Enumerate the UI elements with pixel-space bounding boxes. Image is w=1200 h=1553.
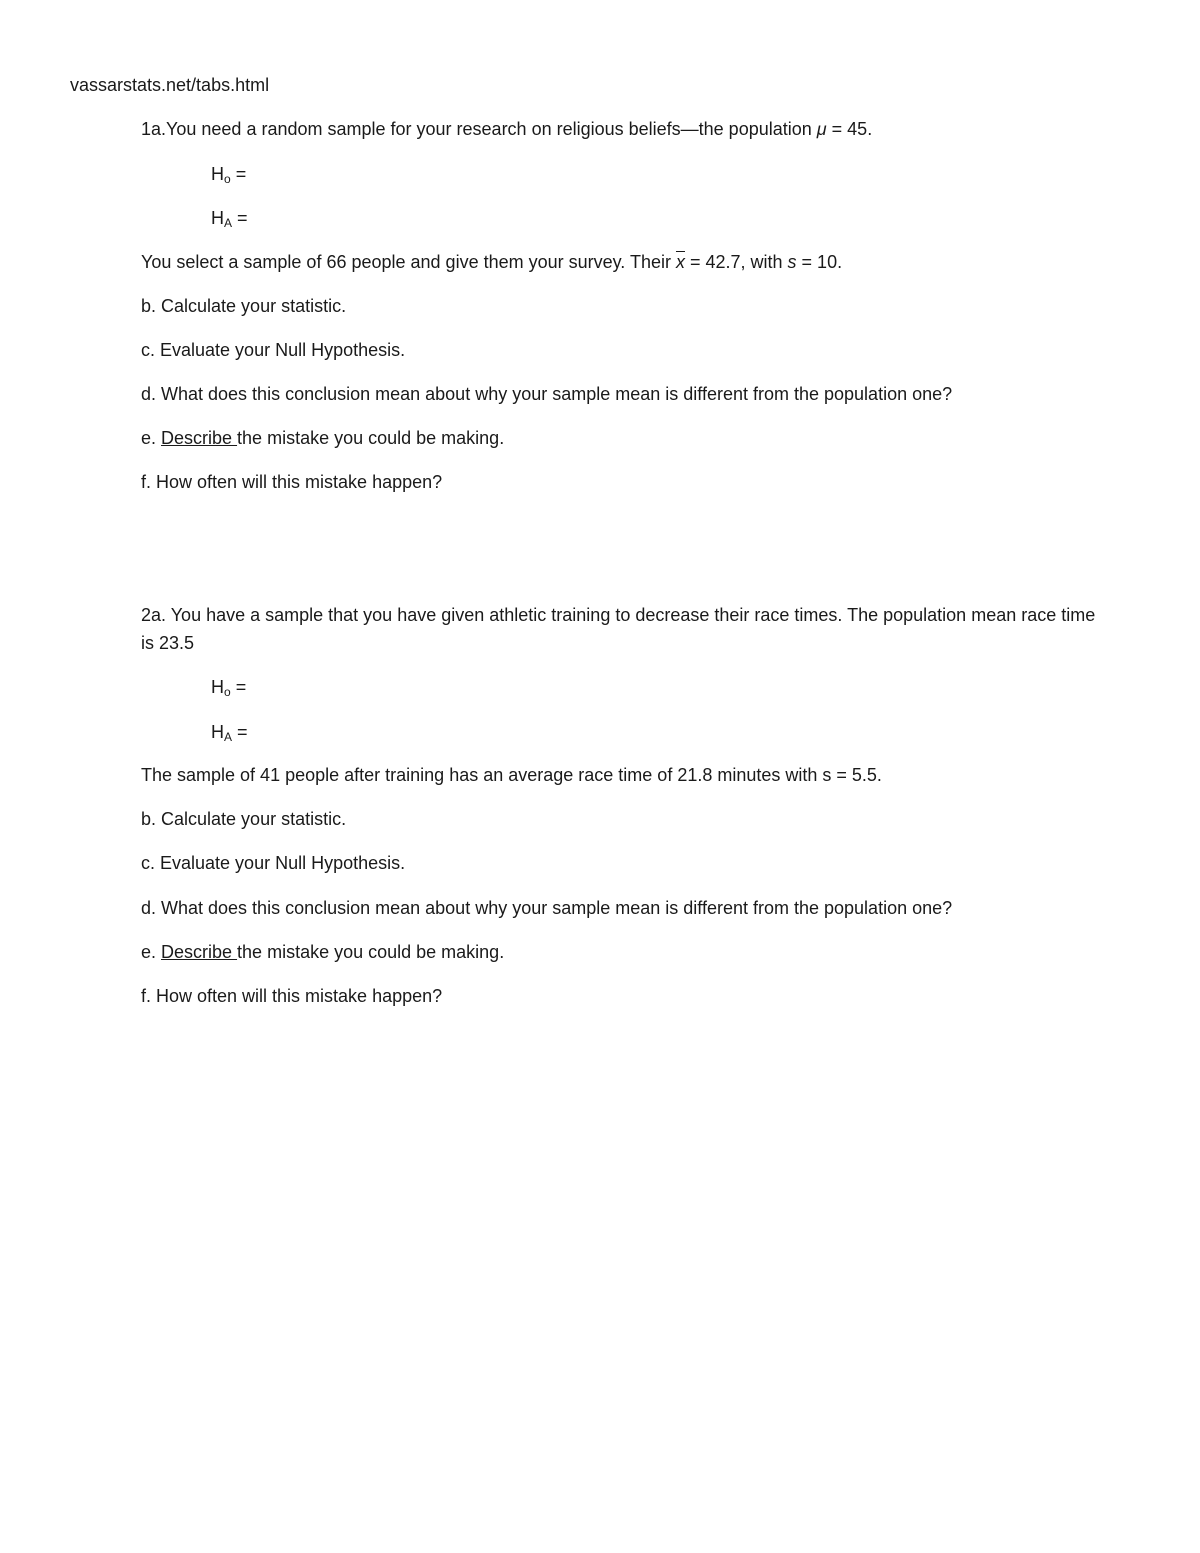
q1-part-f: f. How often will this mistake happen?: [141, 472, 443, 492]
q2-part-b: b. Calculate your statistic.: [141, 809, 347, 829]
q1-intro-text: 1a.You need a random sample for your research on religious beliefs—the population: [141, 119, 812, 139]
source-url: vassarstats.net/tabs.html: [70, 75, 270, 95]
q1-intro: [141, 118, 872, 140]
q1-mu-value: = 45.: [826, 119, 873, 139]
q2-part-e: e. Describe the mistake you could be making.: [141, 942, 505, 962]
q1-alt-hypothesis: $H_A$ =: [211, 208, 248, 230]
q2-alt-hypothesis: $H_A$ =: [211, 722, 248, 744]
q1-part-b: b. Calculate your statistic.: [141, 296, 347, 316]
q2-part-d: d. What does this conclusion mean about why your sample mean is different from the population one?: [141, 898, 953, 918]
q1-part-d: d. What does this conclusion mean about why your sample mean is different from the population one?: [141, 384, 953, 404]
q1-null-hypothesis: $H_o$ =: [211, 164, 247, 186]
q1-part-c: c. Evaluate your Null Hypothesis.: [141, 340, 406, 360]
q1-mu-symbol: μ: [816, 119, 827, 139]
q2-part-f: f. How often will this mistake happen?: [141, 986, 443, 1006]
q2-null-hypothesis: $H_o$ =: [211, 677, 247, 699]
q2-sample-description: The sample of 41 people after training has an average race time of 21.8 minutes with s = 5.5.: [141, 765, 882, 785]
q2-intro: 2a. You have a sample that you have given athletic training to decrease their race times. The population mean race time is 23.5: [141, 605, 1096, 653]
q1-part-e: e. Describe the mistake you could be making.: [141, 428, 505, 448]
q1-sample-description: You select a sample of 66 people and give them your survey. Their $\overline{x} = 42.7$, with s = 10.: [141, 252, 843, 272]
q1-xbar-symbol: $\overline{x}$: [675, 252, 685, 272]
q2-part-c: c. Evaluate your Null Hypothesis.: [141, 853, 406, 873]
